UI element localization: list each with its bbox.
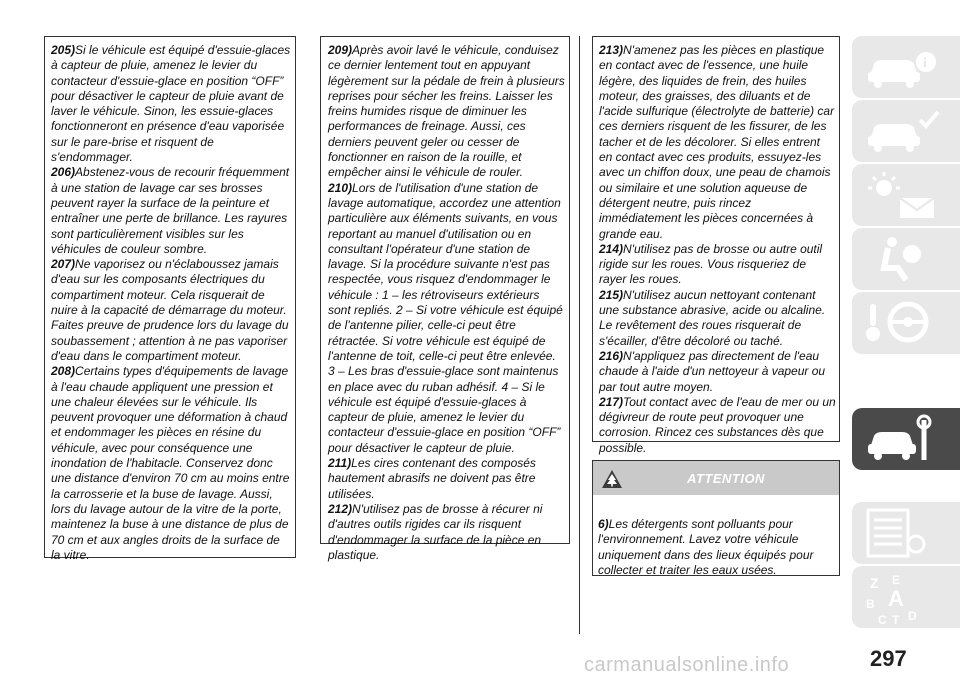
note-number: 208) <box>51 364 76 379</box>
note-text: Les cires contenant des composés hautement abrasifs ne doivent pas être utilisées. <box>328 456 536 501</box>
note-number: 214) <box>599 241 624 256</box>
chapter-sidebar <box>852 36 960 636</box>
note-text: Lors de l'utilisation d'une station de lavage automatique, accordez une attention particulière aux éléments suivants, en vous reportant au manuel d'utilisation ou en consultant l'opérateur d'une station de lavage. Si la procédure suivante n'est pas respectée, vous risquez d'endommager le véhicule : 1 – les rétroviseurs extérieurs sont repliés. 2 – Si votre véhicule est équipé de l'antenne pilier, celle-ci peut être rétractée. Si votre véhicule est équipé de l'antenne de toit, celle-ci peut être enlevée. 3 – Les bras d'essuie-glace sont maintenus en place avec du ruban adhésif. 4 – Si le véhicule est équipé d'essuie-glaces à capteur de pluie, amenez le levier du contacteur d'essuie-glace en position “OFF” pour désactiver le capteur de pluie. <box>328 180 563 455</box>
note-205 <box>51 43 292 165</box>
note-text: N'utilisez pas de brosse ou autre outil rigide sur les roues. Vous risqueriez de rayer les roues. <box>599 241 823 287</box>
attention-header <box>593 461 839 495</box>
car-info-icon <box>862 42 942 92</box>
note-number: 215) <box>599 287 624 302</box>
note-text: Certains types d'équipements de lavage à l'eau chaude appliquent une pression et une chaleur élevées sur le véhicule. Ils peuvent provoquer une déformation à chaud et endommager les pièces en résine du véhicule, avec pour conséquence une inondation de l'habitacle. Conservez donc une distance d'environ 70 cm au moins entre la carrosserie et la buse de lavage. Aussi, lors du lavage autour de la vitre de la porte, maintenez la buse à une distance de plus de 70 cm et aux angles droits de la surface de la vitre. <box>51 364 290 562</box>
svg-text:T: T <box>892 613 900 627</box>
note-number: 213) <box>599 43 624 57</box>
notes-column-3 <box>594 38 840 460</box>
svg-text:B: B <box>866 597 875 611</box>
watermark: carmanualsonline.info <box>584 654 790 676</box>
note-text: N'utilisez pas de brosse à récurer ni d'autres outils rigides car ils risquent d'endommager la surface de la pièce en plastique. <box>328 501 543 562</box>
note-number: 210) <box>328 180 353 195</box>
note-number: 209) <box>328 43 353 57</box>
note-214 <box>599 242 836 288</box>
svg-text:i: i <box>923 56 927 71</box>
note-212 <box>328 502 565 563</box>
note-number: 207) <box>51 257 76 272</box>
steering-key-icon <box>862 298 942 348</box>
notes-column-2 <box>323 38 569 567</box>
tab-starting-driving[interactable] <box>852 292 960 354</box>
note-text: Les détergents sont polluants pour l'environnement. Lavez votre véhicule uniquement dans des lieux équipés pour collecter et traiter les eaux usées. <box>598 517 814 577</box>
note-213 <box>599 43 836 242</box>
note-text: N'appliquez pas directement de l'eau chaude à l'aide d'un nettoyeur à vapeur ou par tout autre moyen. <box>599 348 826 394</box>
tab-car-check[interactable] <box>852 100 960 162</box>
note-216 <box>599 349 836 395</box>
tab-warning-lights[interactable] <box>852 164 960 226</box>
note-209 <box>328 43 565 181</box>
note-text: Si le véhicule est équipé d'essuie-glaces à capteur de pluie, amenez le levier du contacteur d'essuie-glace en position “OFF” pour désactiver le capteur de pluie avant de laver le véhicule. Sinon, les essuie-glaces fonctionneront en présence d'eau vaporisée sur le pare-brise et risquent de s'endommager. <box>51 43 291 165</box>
alphabetical-index-icon <box>862 572 942 628</box>
note-number: 206) <box>51 165 76 180</box>
note-215 <box>599 288 836 349</box>
warning-lights-icon <box>862 170 942 220</box>
note-number: 205) <box>51 43 76 57</box>
note-211 <box>328 456 565 502</box>
svg-text:A: A <box>888 586 904 611</box>
airbag-seat-icon <box>862 234 942 284</box>
svg-text:C: C <box>878 613 887 627</box>
svg-text:Z: Z <box>870 575 879 591</box>
note-text: N'utilisez aucun nettoyant contenant une substance abrasive, acide ou alcaline. Le revêtement des roues risquerait de s'écailler, d'être décoloré ou taché. <box>599 287 826 348</box>
car-check-icon <box>862 106 942 156</box>
specs-list-icon <box>862 508 942 558</box>
tab-car-info[interactable] <box>852 36 960 98</box>
attention-title: ATTENTION <box>687 471 765 486</box>
tab-maintenance-active[interactable] <box>852 408 960 470</box>
note-text: Après avoir lavé le véhicule, conduisez ce dernier lentement tout en appuyant légèrement sur la pédale de frein à plusieurs reprises pour sécher les freins. Laisser les freins humides risque de diminuer les performances de freinage. Aussi, ces derniers peuvent geler ou cesser de fonctionner en raison de la rouille, et empêcher ainsi le véhicule de rouler. <box>328 43 565 180</box>
column-divider <box>579 36 580 634</box>
note-number: 212) <box>328 501 353 516</box>
note-206 <box>51 165 292 257</box>
note-210 <box>328 181 565 456</box>
note-text: Ne vaporisez ou n'éclaboussez jamais d'eau sur les composants électriques du compartiment moteur. Cela risquerait de nuire à la capacité de démarrage du moteur. Faites preuve de prudence lors du lavage du soubassement ; attention à ne pas vaporiser d'eau dans le compartiment moteur. <box>51 257 289 363</box>
note-text: Abstenez-vous de recourir fréquemment à une station de lavage car ses brosses peuvent rayer la surface de la peinture et entraîner une perte de brillance. Les rayures sont particulièrement visibles sur les véhicules de couleur sombre. <box>51 165 290 256</box>
note-number: 217) <box>599 394 624 409</box>
svg-text:D: D <box>908 609 917 623</box>
svg-text:E: E <box>892 573 901 587</box>
notes-column-1 <box>46 38 296 567</box>
note-207 <box>51 257 292 364</box>
tab-index[interactable] <box>852 566 960 628</box>
car-tools-icon <box>862 414 942 464</box>
note-217 <box>599 395 836 456</box>
note-number: 211) <box>328 456 352 471</box>
note-208 <box>51 364 292 563</box>
attention-box <box>592 460 840 576</box>
note-number: 6) <box>598 517 609 531</box>
tab-technical-data[interactable] <box>852 502 960 564</box>
tab-safety[interactable] <box>852 228 960 290</box>
attention-note <box>598 517 834 578</box>
note-text: Tout contact avec de l'eau de mer ou un dégivreur de route peut provoquer une corrosion. Rincez ces substances dès que possible. <box>599 394 836 455</box>
note-text: N'amenez pas les pièces en plastique en contact avec de l'essence, une huile légère, des liquides de frein, des huiles moteur, des graisses, des diluants et de l'acide sulfurique (électrolyte de batterie) car ces derniers risquent de les fissurer, de les tacher et de les décolorer. Si elles entrent en contact avec ces produits, essuyez-les avec un chiffon doux, une peau de chamois ou similaire et une solution aqueuse de détergent neutre, puis rincez immédiatement les pièces concernées à grande eau. <box>599 43 835 241</box>
note-number: 216) <box>599 348 624 363</box>
page-number: 297 <box>870 646 907 671</box>
